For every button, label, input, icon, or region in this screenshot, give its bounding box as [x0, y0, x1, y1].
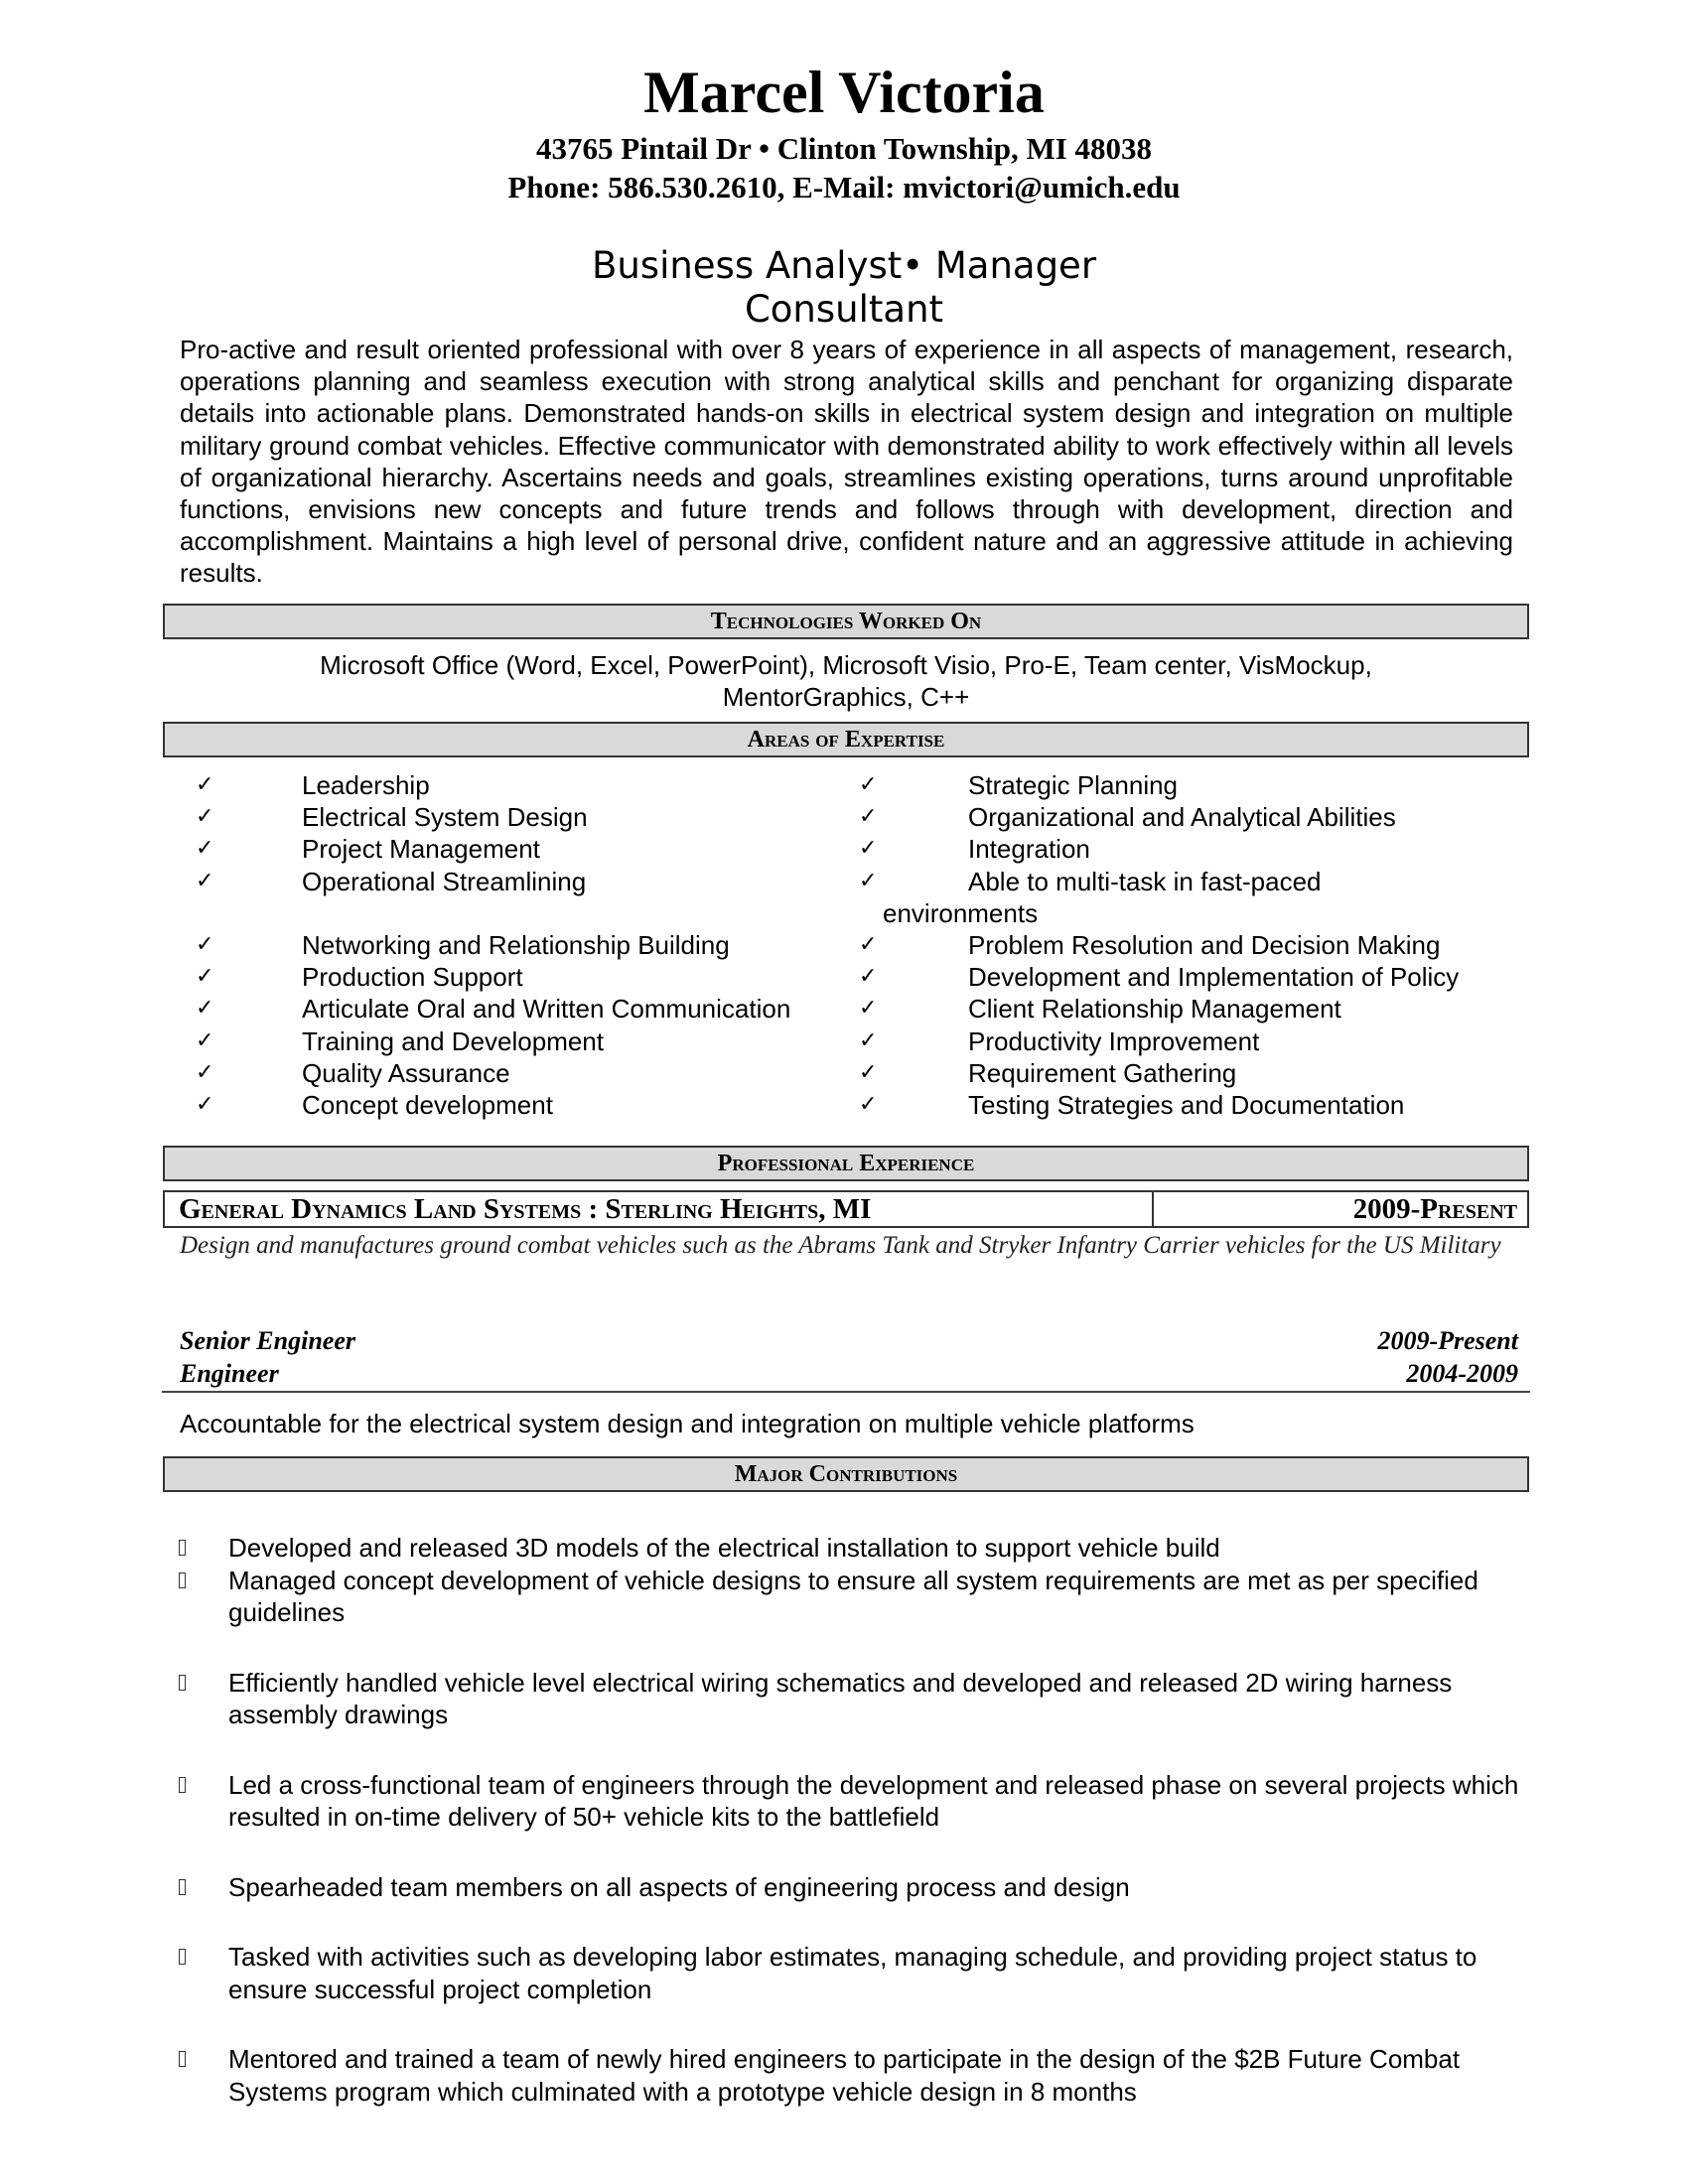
professional-summary: Pro-active and result oriented professional with over 8 years of experience in all aspects of management, research, operations planning and seamless execution with strong analytical skills and penchant for organizing disparate details into actionable plans. Demonstrated hands-on skills in electrical system design and integration on multiple military ground combat vehicles. Effective communicator with demonstrated ability to work effectively within all levels of organizational hierarchy. Ascertains needs and goals, streamlines existing operations, turns around unprofitable functions, envisions new concepts and future trends and follows through with development, direction and accomplishment. Maintains a high level of personal drive, confident nature and an aggressive attitude in achieving results. [180, 335, 1513, 589]
expertise-list-right [859, 769, 1534, 1121]
headline-subtitle: Consultant [744, 288, 944, 331]
contribution-item: Efficiently handled vehicle level electrical wiring schematics and developed and released 2D wiring harness assembly drawings [179, 1667, 1529, 1731]
expertise-item: ✓ Integration [859, 834, 1090, 865]
expertise-item: ✓ Leadership [196, 770, 430, 800]
checkmark-icon: ✓ [859, 804, 878, 830]
address-line: 43765 Pintail Dr • Clinton Township, MI 48038 [535, 131, 1153, 166]
expertise-item: ✓ Articulate Oral and Written Communication [196, 994, 791, 1024]
expertise-item: ✓ Training and Development [196, 1025, 604, 1056]
expertise-list-left [189, 769, 844, 1121]
contributions-list [179, 1532, 1529, 2108]
expertise-item: ✓ Electrical System Design [196, 802, 588, 833]
role-title: Senior Engineer [180, 1326, 355, 1355]
expertise-item: ✓ Able to multi-task in fast-paced [859, 866, 1322, 896]
checkmark-icon: ✓ [859, 931, 878, 957]
checkmark-icon: ✓ [196, 1059, 214, 1085]
employer-header [163, 1190, 1529, 1228]
section-header-major-contributions: Major Contributions [163, 1456, 1529, 1492]
contribution-item: Led a cross-functional team of engineers through the development and released phase on several projects which resulted in on-time delivery of 50+ vehicle kits to the battlefield [179, 1769, 1529, 1834]
checkmark-icon: ✓ [859, 996, 878, 1022]
checkmark-icon: ✓ [196, 772, 214, 797]
expertise-item: ✓ Productivity Improvement [859, 1025, 1260, 1056]
checkmark-icon: ✓ [196, 996, 214, 1022]
checkmark-icon: ✓ [859, 1059, 878, 1085]
employer-name: General Dynamics Land Systems : Sterling Heights, MI [165, 1192, 1154, 1226]
expertise-item: ✓ Requirement Gathering [859, 1057, 1237, 1088]
checkmark-icon: ✓ [859, 1027, 878, 1053]
expertise-item: ✓ Quality Assurance [196, 1057, 510, 1088]
checkmark-icon: ✓ [859, 772, 878, 797]
job-role [180, 1357, 1518, 1390]
expertise-item: ✓ Concept development [196, 1089, 553, 1120]
bullet-icon [179, 1540, 186, 1556]
role-dates: 2004-2009 [1406, 1359, 1518, 1388]
contact-line: Phone: 586.530.2610, E-Mail: mvictori@umich.edu [507, 170, 1181, 205]
candidate-name: Marcel Victoria [643, 60, 1045, 125]
role-dates: 2009-Present [1377, 1326, 1518, 1355]
spacer [189, 897, 844, 929]
bullet-icon [179, 2051, 186, 2067]
headline-title: Business Analyst• Manager [591, 244, 1097, 287]
expertise-item: ✓ Project Management [196, 834, 540, 865]
employer-dates: 2009-Present [1352, 1193, 1517, 1225]
expertise-item: ✓ Testing Strategies and Documentation [859, 1089, 1405, 1120]
bullet-icon [179, 1879, 186, 1895]
responsibility-statement: Accountable for the electrical system design and integration on multiple vehicle platforms [180, 1409, 1195, 1438]
bullet-icon [179, 1777, 186, 1793]
section-header-areas-of-expertise: Areas of Expertise [163, 722, 1529, 757]
checkmark-icon: ✓ [859, 964, 878, 990]
technologies-list [179, 649, 1513, 713]
divider [162, 1391, 1530, 1393]
contribution-item: Tasked with activities such as developing labor estimates, managing schedule, and providing project status to ensure successful project completion [179, 1941, 1529, 2005]
checkmark-icon: ✓ [196, 931, 214, 957]
section-header-professional-experience: Professional Experience [163, 1146, 1529, 1181]
job-role [180, 1324, 1518, 1357]
technologies-line: MentorGraphics, C++ [722, 682, 970, 712]
employer-description: Design and manufactures ground combat vehicles such as the Abrams Tank and Stryker Infantry Carrier vehicles for the US Military [180, 1232, 1501, 1259]
checkmark-icon: ✓ [859, 1091, 878, 1117]
checkmark-icon: ✓ [196, 964, 214, 990]
bullet-icon [179, 1675, 186, 1691]
contribution-item: Mentored and trained a team of newly hired engineers to participate in the design of the $2B Future Combat Systems program which culminated with a prototype vehicle design in 8 months [179, 2043, 1529, 2108]
technologies-line: Microsoft Office (Word, Excel, PowerPoint), Microsoft Visio, Pro-E, Team center, VisMockup, [320, 650, 1372, 680]
expertise-item: ✓ Client Relationship Management [859, 994, 1341, 1024]
expertise-item-continuation: environments [883, 897, 1039, 928]
contribution-item: Managed concept development of vehicle designs to ensure all system requirements are met as per specified guidelines [179, 1565, 1529, 1629]
bullet-icon [179, 1572, 186, 1588]
checkmark-icon: ✓ [196, 1091, 214, 1117]
section-header-technologies: Technologies Worked On [163, 604, 1529, 639]
checkmark-icon: ✓ [196, 836, 214, 862]
contribution-item: Developed and released 3D models of the electrical installation to support vehicle build [179, 1532, 1529, 1565]
expertise-item: ✓ Networking and Relationship Building [196, 929, 730, 960]
checkmark-icon: ✓ [196, 1027, 214, 1053]
expertise-item: ✓ Strategic Planning [859, 770, 1179, 800]
checkmark-icon: ✓ [196, 804, 214, 830]
contribution-item: Spearheaded team members on all aspects of engineering process and design [179, 1871, 1529, 1904]
checkmark-icon: ✓ [196, 868, 214, 893]
expertise-item: ✓ Operational Streamlining [196, 866, 587, 896]
bullet-icon [179, 1949, 186, 1965]
expertise-item: ✓ Development and Implementation of Policy [859, 962, 1460, 993]
expertise-item: ✓ Production Support [196, 962, 523, 993]
checkmark-icon: ✓ [859, 868, 878, 893]
checkmark-icon: ✓ [859, 836, 878, 862]
expertise-item: ✓ Problem Resolution and Decision Making [859, 929, 1441, 960]
role-title: Engineer [180, 1359, 279, 1388]
expertise-item: ✓ Organizational and Analytical Abilities [859, 802, 1396, 833]
